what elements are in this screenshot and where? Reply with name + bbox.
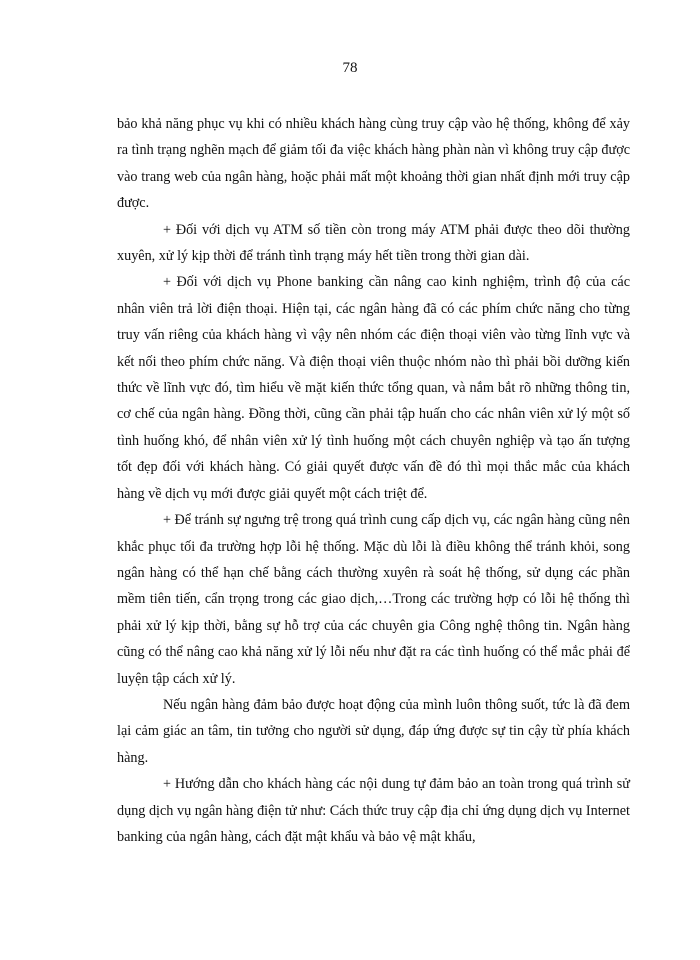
paragraph-system-errors: + Để tránh sự ngưng trệ trong quá trình cung cấp dịch vụ, các ngân hàng cũng nên khắc phục tối đa trường hợp lỗi hệ thống. Mặc dù lỗi là điều không thể tránh khỏi, song ngân hàng có thể hạn chế bằng cách thường xuyên rà soát hệ thống, sử dụng các phần mềm tiên tiến, cẩn trọng trong các giao dịch,…Trong các trường hợp có lỗi hệ thống thì phải xử lý kịp thời, bằng sự hỗ trợ của các chuyên gia Công nghệ thông tin. Ngân hàng cũng có thể nâng cao khả năng xử lý lỗi nếu như đặt ra các tình huống có thể mắc phải để luyện tập cách xử lý. (117, 512, 630, 687)
paragraph-customer-guidance: + Hướng dẫn cho khách hàng các nội dung tự đảm bảo an toàn trong quá trình sử dụng dịch vụ ngân hàng điện tử như: Cách thức truy cập địa chỉ ứng dụng dịch vụ Internet banking của ngân hàng, cách đặt mật khẩu và bảo vệ mật khẩu, (117, 776, 630, 845)
paragraph-smooth-operation: Nếu ngân hàng đảm bảo được hoạt động của mình luôn thông suốt, tức là đã đem lại cảm giác an tâm, tin tưởng cho người sử dụng, đáp ứng được sự tin cậy từ phía khách hàng. (117, 696, 630, 766)
page-number: 78 (342, 60, 358, 76)
document-body (117, 111, 630, 850)
paragraph-phone-banking: + Đối với dịch vụ Phone banking cần nâng cao kinh nghiệm, trình độ của các nhân viên trả lời điện thoại. Hiện tại, các ngân hàng đã có các phím chức năng cho từng truy vấn riêng của khách hàng vì vậy nên nhóm các điện thoại viên vào từng lĩnh vực và kết nối theo phím chức năng. Và điện thoại viên thuộc nhóm nào thì phải bồi dưỡng kiến thức về lĩnh vực đó, tìm hiểu về mặt kiến thức tổng quan, và nắm bắt rõ những thông tin, cơ chế của ngân hàng. Đồng thời, cũng cần phải tập huấn cho các nhân viên xử lý một số tình huống khó, để nhân viên xử lý tình huống một cách chuyên nghiệp và tạo ấn tượng tốt đẹp đối với khách hàng. Có giải quyết được vấn đề đó thì mọi thắc mắc của khách hàng về dịch vụ mới được giải quyết một cách triệt để. (117, 274, 630, 502)
paragraph-continuation: bảo khả năng phục vụ khi có nhiều khách hàng cùng truy cập vào hệ thống, không để xảy ra tình trạng nghẽn mạch để giảm tối đa việc khách hàng phàn nàn vì không truy cập được vào trang web của ngân hàng, hoặc phải mất một khoảng thời gian nhất định mới truy cập được. (117, 116, 630, 212)
paragraph-atm: + Đối với dịch vụ ATM số tiền còn trong máy ATM phải được theo dõi thường xuyên, xử lý kịp thời để tránh tình trạng máy hết tiền trong thời gian dài. (117, 221, 630, 265)
